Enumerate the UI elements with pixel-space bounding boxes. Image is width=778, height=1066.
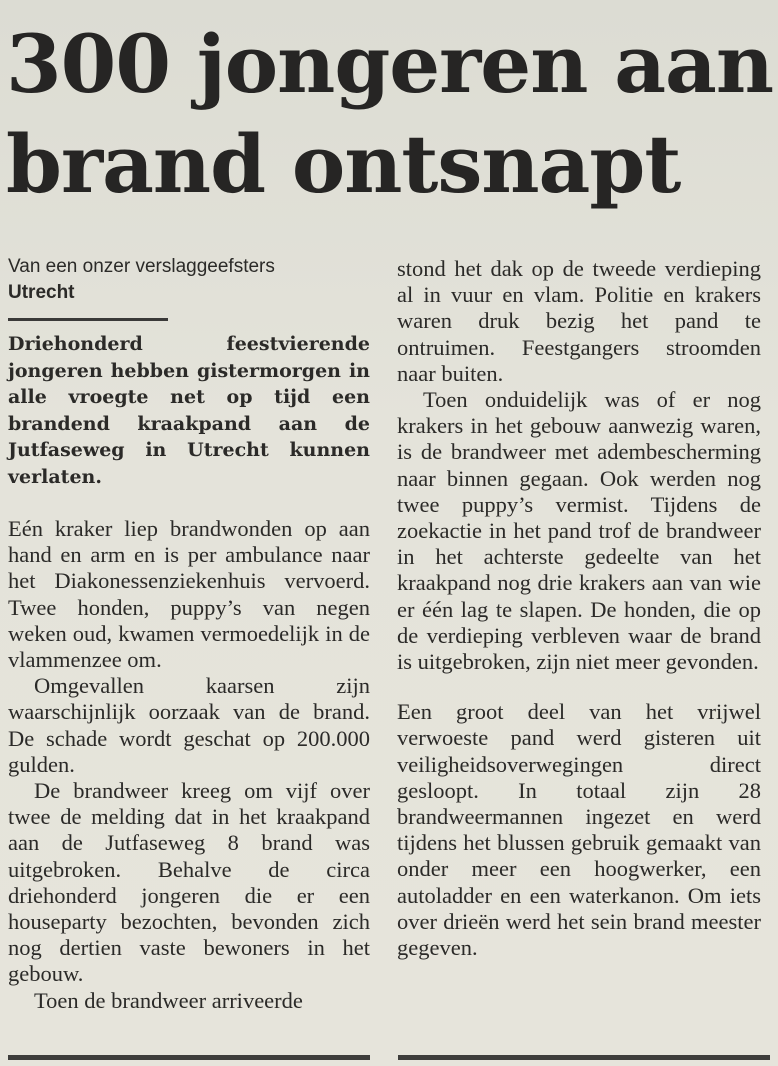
- body-paragraph: Toen de brandweer arriveerde: [34, 987, 303, 1013]
- byline: Van een onzer verslaggeefsters: [8, 256, 275, 277]
- column-left: [8, 254, 370, 1014]
- bottom-rule-right: [398, 1055, 770, 1060]
- body-paragraph: Eén kraker liep brandwonden op aan hand en arm en is per ambulance naar het Diakonessenziekenhuis vervoerd. Twee honden, puppy’s van negen weken oud, kwamen vermoedelijk in de vlammenzee om.: [8, 516, 370, 673]
- body-paragraph: De brandweer kreeg om vijf over twee de melding dat in het kraakpand aan de Jutfaseweg 8 brand was uitgebroken. Behalve de circa driehonderd jongeren die er een houseparty bezochten, bevonden zich nog dertien vaste bewoners in het gebouw.: [8, 778, 370, 987]
- dateline: Utrecht: [8, 282, 75, 303]
- headline-line-1: 300 jongeren aan: [6, 17, 774, 111]
- bottom-rule-left: [8, 1055, 370, 1060]
- column-right: [397, 256, 761, 961]
- lead-paragraph: Driehonderd feestvierende jongeren hebben gistermorgen in alle vroegte net op tijd een brandend kraakpand aan de Jutfaseweg in Utrecht kunnen verlaten.: [8, 333, 370, 488]
- headline: [6, 14, 776, 214]
- body-paragraph: stond het dak op de tweede verdieping al in vuur en vlam. Politie en krakers waren druk bezig het pand te ontruimen. Feestgangers stroomden naar buiten.: [397, 256, 761, 386]
- body-paragraph: Een groot deel van het vrijwel verwoeste pand werd gisteren uit veiligheidsoverwegingen direct gesloopt. In totaal zijn 28 brandweermannen ingezet en werd tijdens het blussen gebruik gemaakt van onder meer een hoogwerker, een autoladder en een waterkanon. Om iets over drieën werd het sein brand meester gegeven.: [397, 699, 761, 961]
- headline-line-2: brand ontsnapt: [6, 117, 681, 211]
- body-paragraph: Toen onduidelijk was of er nog krakers in het gebouw aanwezig waren, is de brandweer met adembescherming naar binnen gegaan. Ook werden nog twee puppy’s vermist. Tijdens de zoekactie in het pand trof de brandweer in het achterste gedeelte van het kraakpand nog drie krakers aan van wie er één lag te slapen. De honden, die op de verdieping verbleven waar de brand is uitgebroken, zijn niet meer gevonden.: [397, 387, 761, 675]
- byline-rule: [8, 318, 168, 321]
- body-paragraph: Omgevallen kaarsen zijn waarschijnlijk oorzaak van de brand. De schade wordt geschat op 200.000 gulden.: [8, 673, 370, 777]
